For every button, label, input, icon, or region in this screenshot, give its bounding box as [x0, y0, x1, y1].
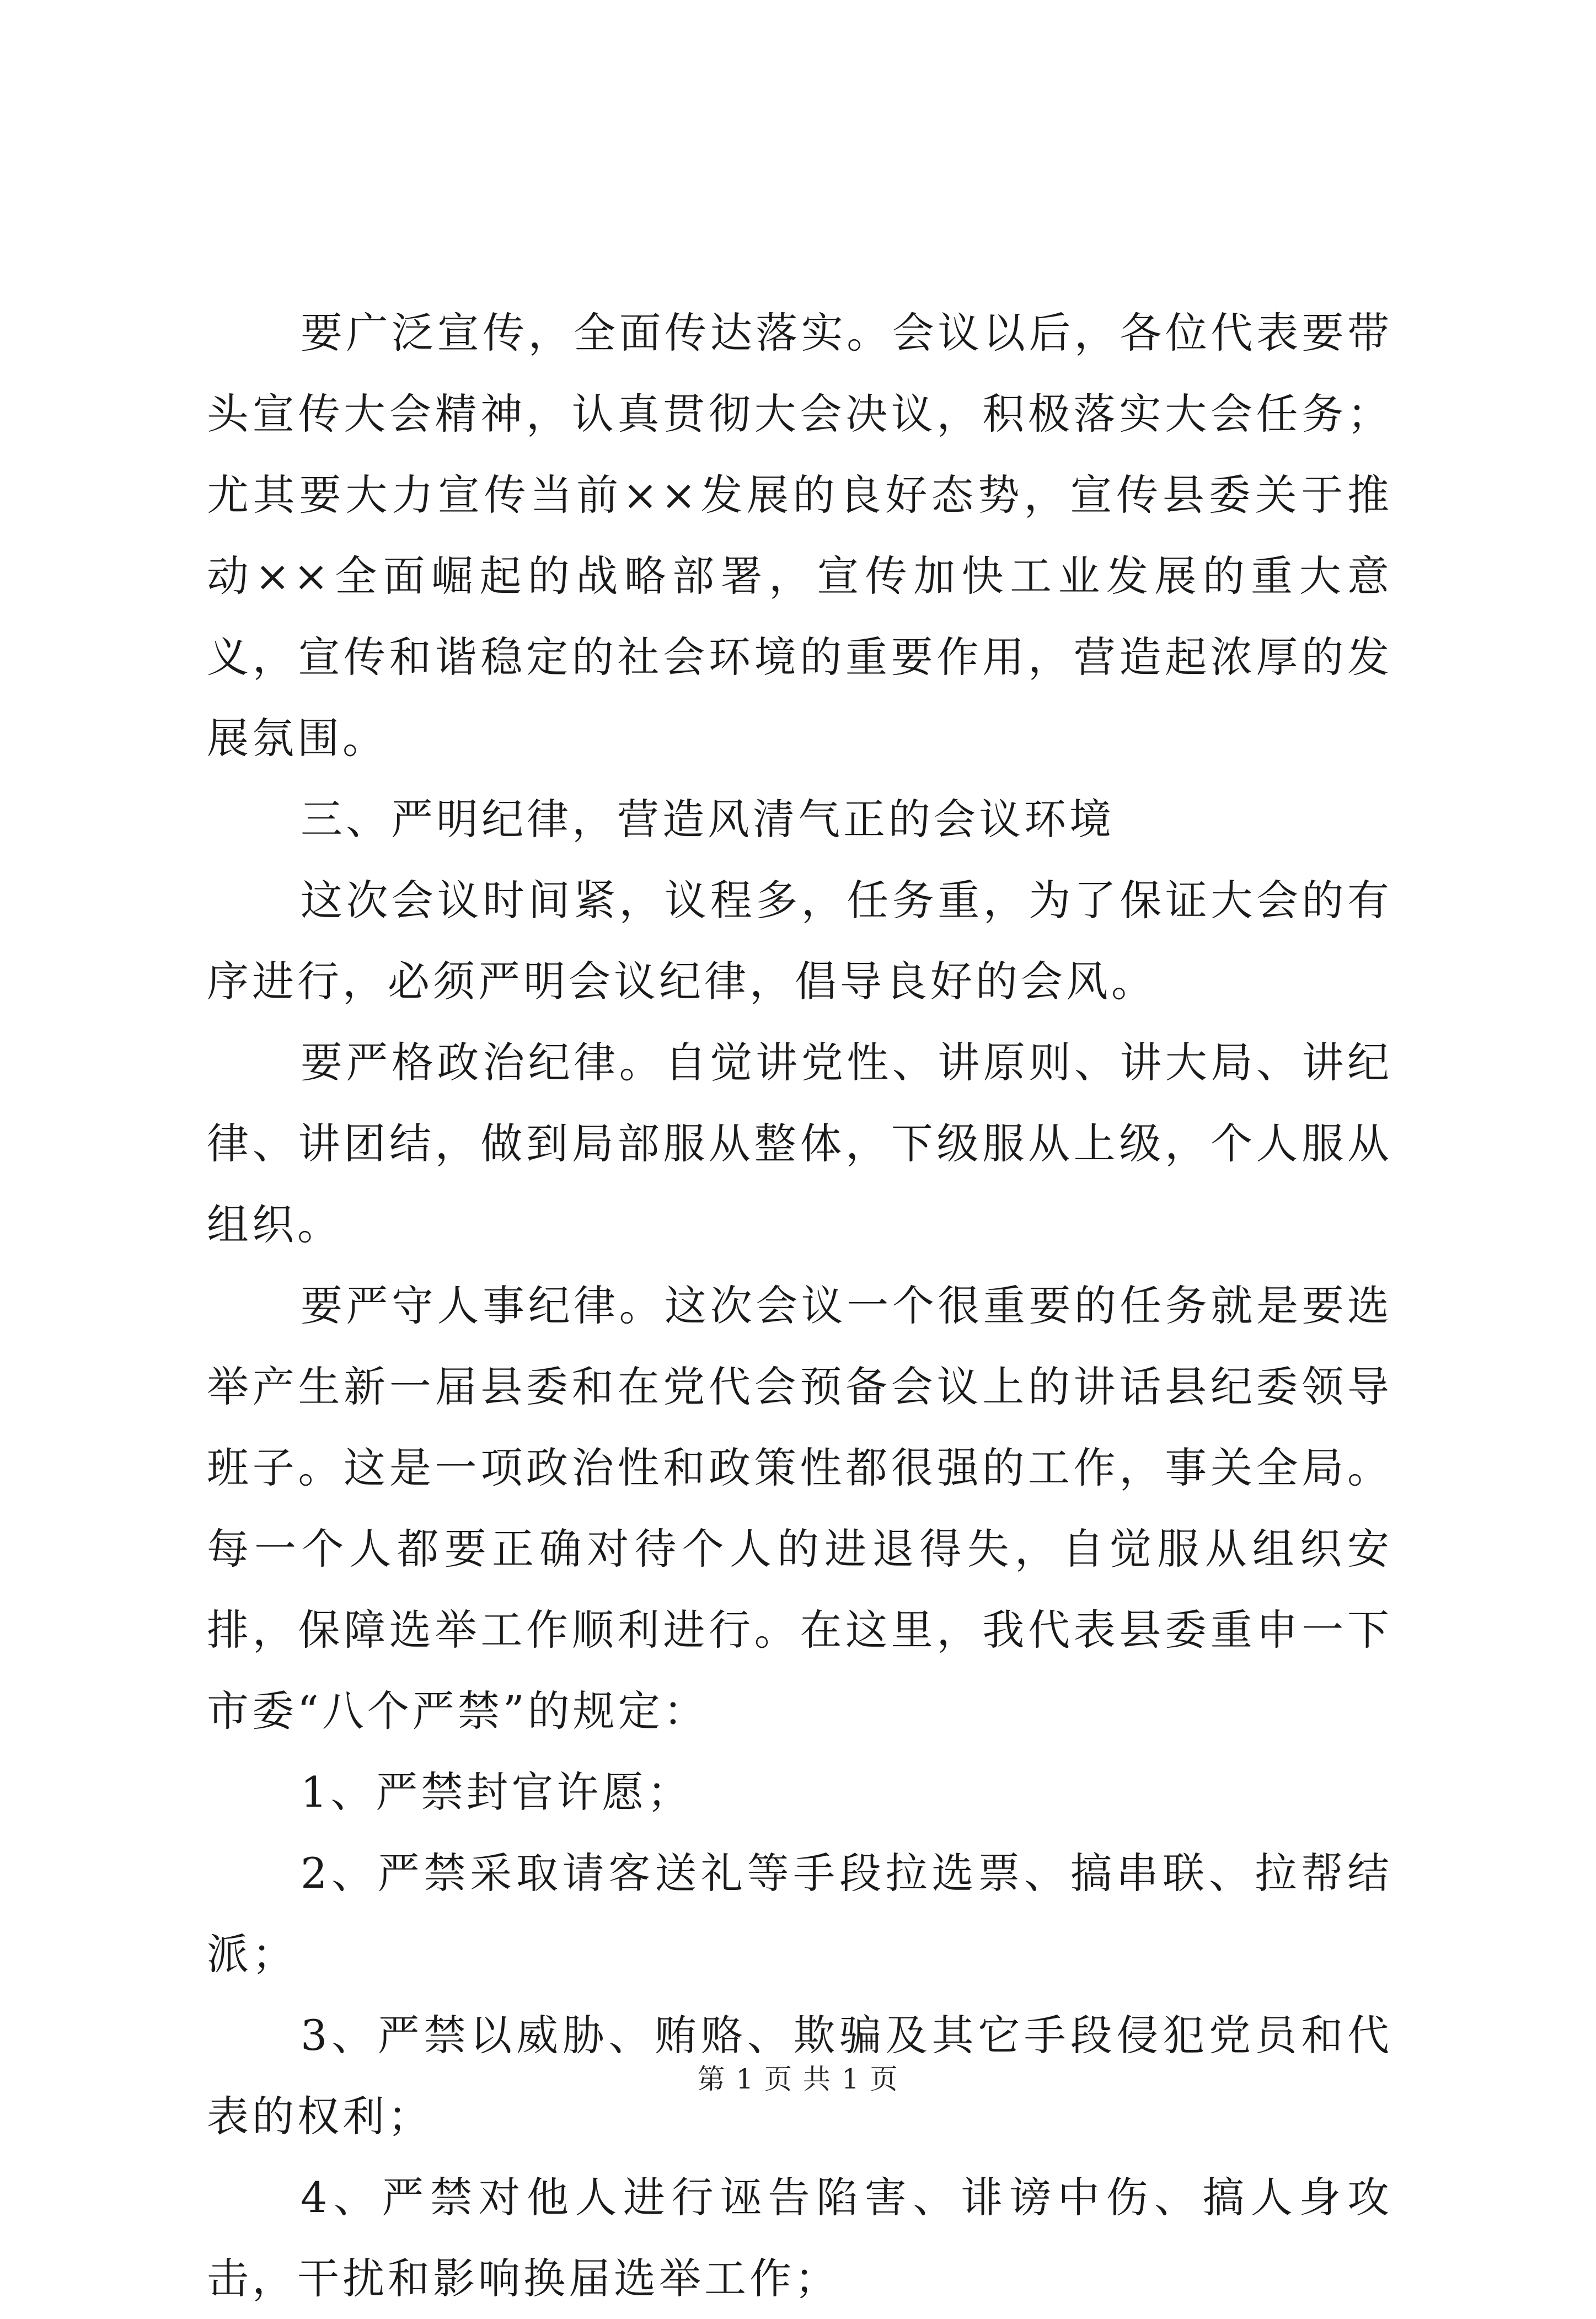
list-item-3: 3、严禁以威胁、贿赂、欺骗及其它手段侵犯党员和代表的权利；	[207, 2011, 1393, 2141]
paragraph-personnel-discipline: 要严守人事纪律。这次会议一个很重要的任务就是要选举产生新一届县委和在党代会预备会议上的讲话县纪委领导班子。这是一项政治性和政策性都很强的工作，事关全局。每一个人都要正确对待个人的进退得失，自觉服从组织安排，保障选举工作顺利进行。在这里，我代表县委重申一下市委“八个严禁”的规定：	[207, 1281, 1393, 1736]
list-item-4: 4、严禁对他人进行诬告陷害、诽谤中伤、搞人身攻击，干扰和影响换届选举工作；	[207, 2173, 1393, 2303]
list-item-1: 1、严禁封官许愿；	[301, 1768, 693, 1817]
paragraph-political-discipline: 要严格政治纪律。自觉讲党性、讲原则、讲大局、讲纪律、讲团结，做到局部服从整体，下级服从上级，个人服从组织。	[207, 1038, 1393, 1249]
paragraph-publicity: 要广泛宣传，全面传达落实。会议以后，各位代表要带头宣传大会精神，认真贯彻大会决议，积极落实大会任务；尤其要大力宣传当前××发展的良好态势，宣传县委关于推动××全面崛起的战略部署，宣传加快工业发展的重大意义，宣传和谐稳定的社会环境的重要作用，营造起浓厚的发展氛围。	[207, 308, 1393, 763]
page-footer: 第 1 页 共 1 页	[697, 2063, 899, 2095]
section-heading-discipline: 三、严明纪律，营造风清气正的会议环境	[301, 795, 1115, 844]
paragraph-meeting-discipline: 这次会议时间紧，议程多，任务重，为了保证大会的有序进行，必须严明会议纪律，倡导良好的会风。	[207, 876, 1393, 1006]
document-body	[207, 292, 1393, 2319]
list-item-2: 2、严禁采取请客送礼等手段拉选票、搞串联、拉帮结派；	[207, 1849, 1393, 1979]
